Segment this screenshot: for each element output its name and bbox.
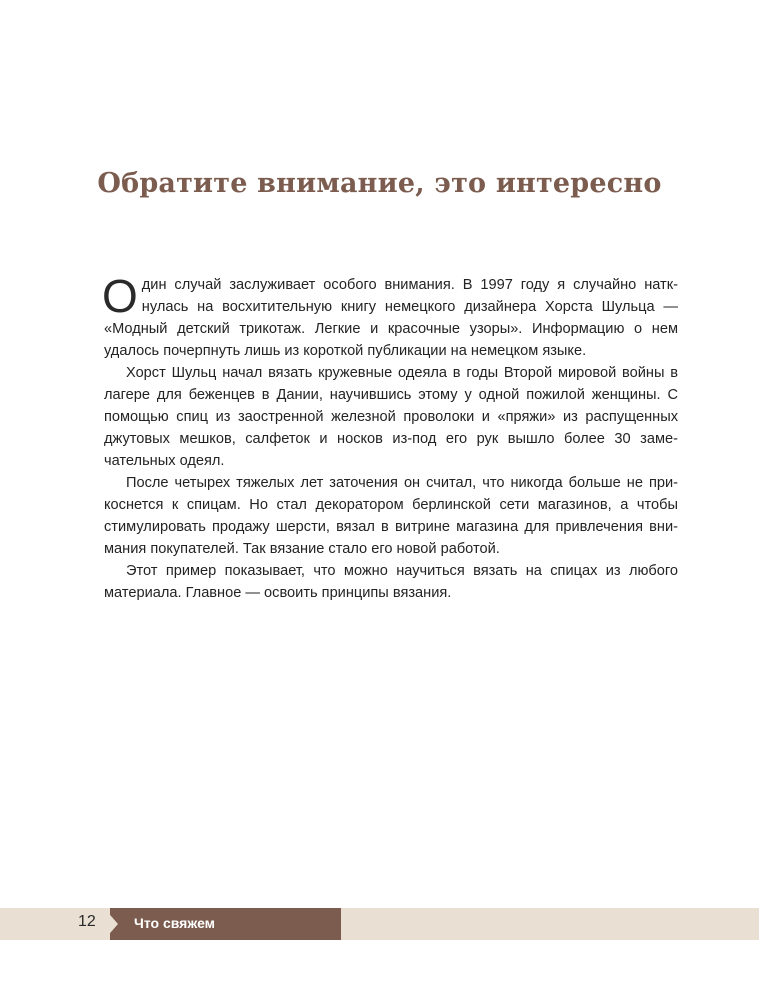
drop-cap: О — [102, 270, 138, 322]
page-number: 12 — [78, 913, 96, 930]
footer-notch — [104, 908, 118, 940]
footer-section-name: Что свяжем — [134, 915, 216, 931]
page-title: Обратите внимание, это интересно — [97, 168, 662, 199]
paragraph-1-text: дин случай заслуживает особого внимания. В 1997 году я случайно наткнулась на восхитительную книгу немецкого дизайнера Хорста Шульца — «Модный детский трикотаж. Легкие и красочные узоры». Информацию о нем удалось почерпнуть лишь из короткой публикации на немецком языке. — [104, 277, 678, 359]
paragraph-3: После четырех тяжелых лет заточения он считал, что никогда больше не прикоснется к спицам. Но стал декоратором берлинской сети магазинов, а чтобы стимулировать продажу шерсти, вязал в витрине магазина для привлечения внимания покупателей. Так вязание стало его новой работой. — [104, 475, 678, 557]
paragraph-2: Хорст Шульц начал вязать кружевные одеяла в годы Второй мировой войны в лагере для беженцев в Дании, научившись этому у одной пожилой женщины. С помощью спиц из заостренной железной проволоки и «пряжи» из распущенных джутовых мешков, салфеток и носков из-под его рук вышло более 30 замечательных одеял. — [104, 365, 678, 469]
paragraph-1 — [102, 270, 678, 362]
paragraph-4: Этот пример показывает, что можно научиться вязать на спицах из любого материала. Главное — освоить принципы вязания. — [104, 563, 678, 601]
article-body — [102, 270, 678, 604]
